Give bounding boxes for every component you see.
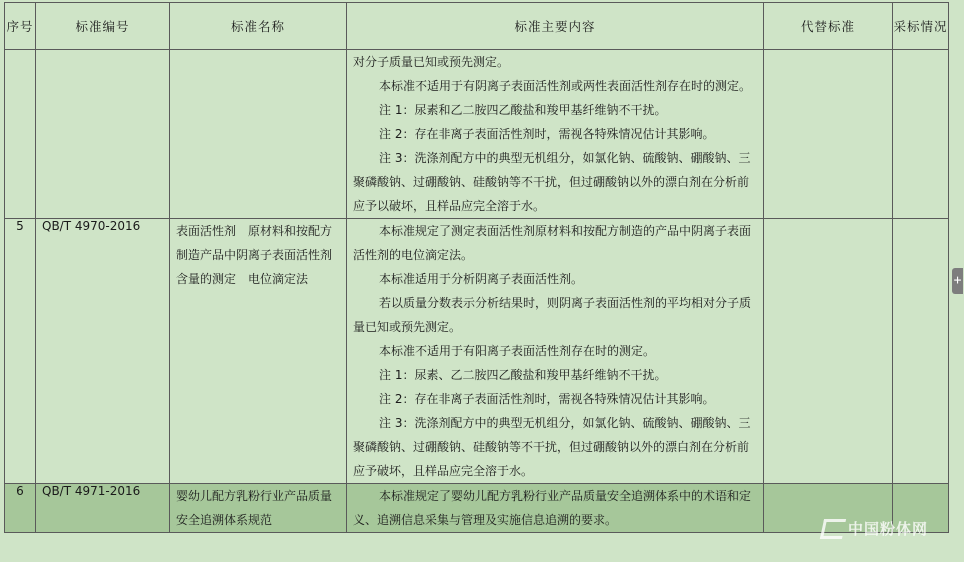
header-content: 标准主要内容: [347, 3, 764, 50]
table-row: [5, 50, 949, 219]
header-row: [5, 3, 949, 50]
content-paragraph: 若以质量分数表示分析结果时，则阴离子表面活性剂的平均相对分子质量已知或预先测定。: [353, 296, 752, 334]
row-content: [347, 484, 764, 533]
content-paragraph: 本标准规定了婴幼儿配方乳粉行业产品质量安全追溯体系中的术语和定义、追溯信息采集与管理及实施信息追溯的要求。: [353, 489, 752, 527]
content-paragraph: 本标准适用于分析阴离子表面活性剂。: [379, 272, 584, 286]
header-adopt: 采标情况: [893, 3, 949, 50]
watermark: [822, 518, 928, 539]
row-content: [347, 219, 764, 484]
watermark-text: 中国粉体网: [848, 520, 929, 538]
row-name: 婴幼儿配方乳粉行业产品质量安全追溯体系规范: [170, 484, 347, 533]
row-content: [347, 50, 764, 219]
row-adopt: [893, 219, 949, 484]
row-code: QB/T 4970-2016: [36, 219, 170, 484]
content-paragraph: 对分子质量已知或预先测定。: [353, 55, 510, 69]
row-replace: [764, 50, 893, 219]
row-replace: [764, 219, 893, 484]
content-paragraph: 注 3：洗涤剂配方中的典型无机组分，如氯化钠、硫酸钠、硼酸钠、三聚磷酸钠、过硼酸钠、硅酸钠等不干扰，但过硼酸钠以外的漂白剂在分析前应予以破坏，且样品应完全溶于水。: [353, 151, 751, 213]
row-seq: 5: [5, 219, 36, 484]
content-paragraph: 注 1：尿素和乙二胺四乙酸盐和羧甲基纤维钠不干扰。: [379, 103, 667, 117]
table-row: [5, 219, 949, 484]
content-paragraph: 注 3：洗涤剂配方中的典型无机组分，如氯化钠、硫酸钠、硼酸钠、三聚磷酸钠、过硼酸钠、硅酸钠等不干扰，但过硼酸钠以外的漂白剂在分析前应予破坏，且样品应完全溶于水。: [353, 416, 751, 478]
table-row: [5, 484, 949, 533]
content-paragraph: 注 2：存在非离子表面活性剂时，需视各特殊情况估计其影响。: [379, 127, 715, 141]
content-paragraph: 本标准规定了测定表面活性剂原材料和按配方制造的产品中阴离子表面活性剂的电位滴定法。: [353, 224, 752, 262]
header-replace: 代替标准: [764, 3, 893, 50]
content-paragraph: 本标准不适用于有阴离子表面活性剂或两性表面活性剂存在时的测定。: [379, 79, 752, 93]
row-seq: [5, 50, 36, 219]
plus-icon: +: [953, 273, 962, 288]
content-paragraph: 本标准不适用于有阳离子表面活性剂存在时的测定。: [379, 344, 656, 358]
row-name: 表面活性剂 原材料和按配方制造产品中阴离子表面活性剂含量的测定 电位滴定法: [170, 219, 347, 484]
header-seq: 序号: [5, 3, 36, 50]
content-paragraph: 注 1：尿素、乙二胺四乙酸盐和羧甲基纤维钠不干扰。: [379, 368, 667, 382]
header-code: 标准编号: [36, 3, 170, 50]
content-paragraph: 注 2：存在非离子表面活性剂时，需视各特殊情况估计其影响。: [379, 392, 715, 406]
row-name: [170, 50, 347, 219]
header-name: 标准名称: [170, 3, 347, 50]
watermark-logo-icon: [820, 519, 846, 539]
standards-table: [4, 2, 949, 533]
row-seq: 6: [5, 484, 36, 533]
row-code: QB/T 4971-2016: [36, 484, 170, 533]
row-code: [36, 50, 170, 219]
expand-tab[interactable]: [952, 268, 963, 294]
row-adopt: [893, 50, 949, 219]
